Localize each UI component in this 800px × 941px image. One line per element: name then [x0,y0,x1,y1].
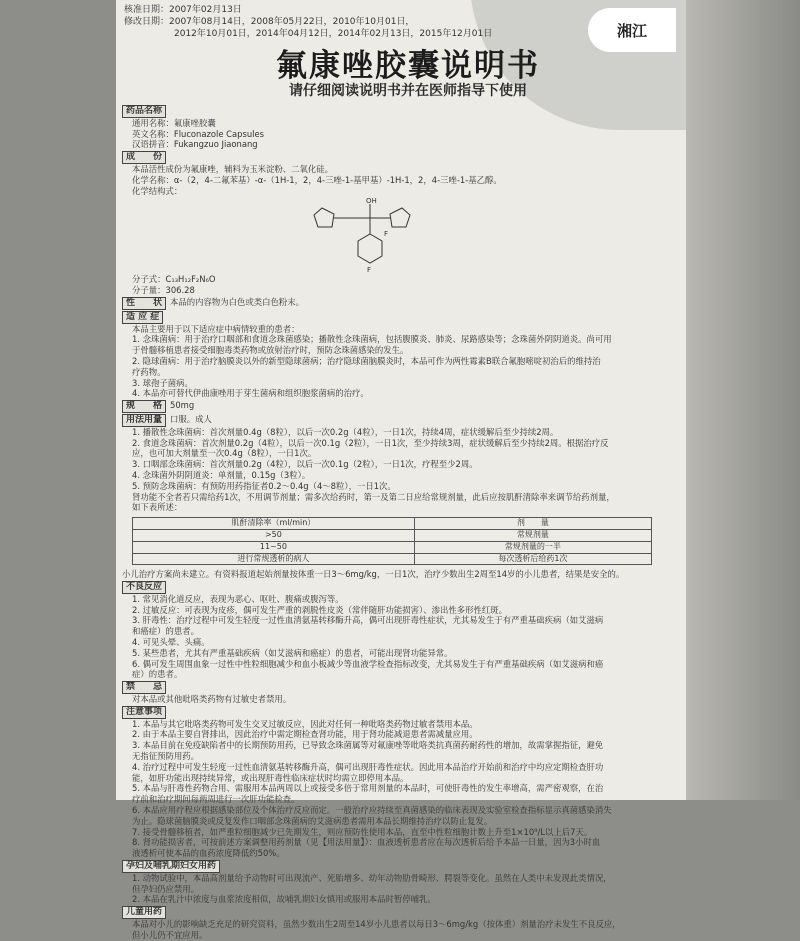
section-heading: 儿童用药 [122,906,166,919]
text-line: 对本品或其他吡咯类药物有过敏史者禁用。 [132,694,292,705]
section-adverse-reactions [122,581,690,680]
section-heading: 不良反应 [122,581,166,594]
text-line: 5. 本品与肝毒性药物合用、需服用本品两周以上或接受多倍于常用剂量的本品时，可使肝毒性的发生率增高，需严密观察，在治 [132,783,604,794]
section-heading: 禁 忌 [122,681,166,694]
section-drug-name [122,105,690,150]
text-line: 3. 本品目前在免疫缺陷者中的长期预防用药，已导致念珠菌属等对氟康唑等吡咯类抗真菌药耐药性的增加，故需掌握指征，避免 [132,740,604,751]
text-line: 2. 隐球菌病：用于治疗脑膜炎以外的新型隐球菌病；治疗隐球菌脑膜炎时，本品可作为两性霉素B联合氟胞嘧啶初治后的维持治 [132,355,601,366]
table-header-row [133,518,652,530]
svg-text:OH: OH [366,197,377,206]
text-line: 本品活性成份为氟康唑，辅料为玉米淀粉、二氧化硅。 [132,163,333,174]
text-line: 2. 由于本品主要自肾排出，因此治疗中需定期检查肾功能，用于肾功能减退患者需减量应用。 [132,729,478,740]
text-line: 疗前和治疗期间每两周进行一次肝功能检查。 [132,794,300,805]
text-line: 肾功能不全者若只需给药1次，不用调节剂量；需多次给药时，第一及第二日应给常规剂量，此后应按肌酐清除率来调节给药剂量， [132,491,615,502]
text-line: 液透析可使本品的血药浓度降低约50%。 [132,848,285,859]
text-line: 5. 预防念珠菌病：有预防用药指征者0.2～0.4g（4～8粒），一日1次。 [132,480,396,491]
text-line: 1. 本品与其它吡咯类药物可发生交叉过敏反应，因此对任何一种吡咯类药物过敏者禁用本品。 [132,718,478,729]
text-line: 小儿治疗方案尚未建立。有资料报道起始剂量按体重一日3～6mg/kg，一日1次，治疗少数出生2周至14岁的小儿患者，结果是安全的。 [122,569,625,580]
table-row [133,553,652,565]
table-header: 剂 量 [414,518,651,530]
text-line: 为止。隐球菌脑膜炎或反复发作口咽部念珠菌病的艾滋病患者需用本品长期维持治疗以防止复发。 [132,815,493,826]
table-cell: >50 [133,529,415,541]
text-line: 和癌症）的患者。 [132,626,199,637]
section-specification [122,400,690,413]
revision-dates-cont: 2012年10月01日，2014年04月12日，2014年02月13日，2015年12月01日 [174,29,493,39]
table-row [133,529,652,541]
text-line: 能，如肝功能出现持续异常，或出现肝毒性临床症状时均需立即停用本品。 [132,772,409,783]
text-line: 4. 本品亦可替代伊曲康唑用于芽生菌病和组织胞浆菌病的治疗。 [132,388,369,399]
section-composition [122,151,690,296]
table-cell: 进行常规透析的病人 [133,553,415,565]
leaflet-page [116,0,700,940]
section-contraindications [122,681,690,705]
text-line: 4. 念珠菌外阴阴道炎：单剂量，0.15g（3粒）。 [132,469,311,480]
approval-date: 核准日期：2007年02月13日 [124,5,242,15]
table-row [133,541,652,553]
chemical-structure-icon [122,196,442,274]
text-line: 3. 肝毒性：治疗过程中可发生轻度一过性血清氨基转移酶升高，偶可出现肝毒性症状，尤其易发生于有严重基础疾病（如艾滋病 [132,615,604,626]
text-line: 疗药物。 [132,366,166,377]
text-line: 无指征预防用药。 [132,751,199,762]
text-line: 口服。成人 [170,413,212,424]
text-line: 本品主要用于以下适应症中病情较重的患者： [132,323,300,334]
table-cell: 常规剂量 [414,529,651,541]
section-heading: 药品名称 [122,105,166,118]
text-line: 汉语拼音：Fukangzuo Jiaonang [132,139,258,150]
brand-logo-text: 湘江 [616,21,647,40]
text-line: 应，也可加大剂量至一次0.4g（8粒），一日1次。 [132,448,317,459]
section-heading: 注意事项 [122,706,166,719]
section-heading: 规 格 [122,400,166,413]
section-heading: 适 应 症 [122,311,163,324]
document-subtitle: 请仔细阅读说明书并在医师指导下使用 [289,83,527,99]
section-appearance [122,297,690,310]
text-line: 本品对小儿的影响缺乏充足的研究资料，虽然少数出生2周至14岁小儿患者以每日3～6mg/kg（按体重）剂量治疗未发生不良反应， [132,919,621,929]
text-line: 6. 本品应用疗程应根据感染部位及个体治疗反应而定。一般治疗应持续至真菌感染的临床表现及实验室检查指标显示真菌感染消失 [132,805,612,816]
text-line: 5. 某些患者，尤其有严重基础疾病（如艾滋病和癌症）的患者，可能出现肾功能异常。 [132,647,453,658]
text-line: 3. 口咽部念珠菌病：首次剂量0.2g（4粒），以后一次0.1g（2粒），一日1次，疗程至少2周。 [132,459,478,470]
section-dosage [122,414,690,580]
text-line: 1. 播散性念珠菌病：首次剂量0.4g（8粒），以后一次0.2g（4粒），一日1次，持续4周，症状缓解后至少持续2周。 [132,426,559,437]
text-line: 4. 可见头晕、头痛。 [132,637,210,648]
text-line: 2. 过敏反应：可表现为皮疹，偶可发生严重的剥脱性皮炎（常伴随肝功能损害）、渗出性多形性红斑。 [132,604,507,615]
table-cell: 每次透析后给药1次 [414,553,651,565]
text-line: 6. 偶可发生周围血象一过性中性粒细胞减少和血小板减少等血液学检查指标改变，尤其易发生于有严重基础疾病（如艾滋病和癌 [132,658,604,669]
section-precautions [122,706,690,859]
text-line: 通用名称：氟康唑胶囊 [132,117,216,128]
table-cell: 常规剂量的一半 [414,541,651,553]
text-line: 症）的患者。 [132,669,183,680]
text-line: 1. 念珠菌病：用于治疗口咽部和食道念珠菌感染；播散性念珠菌病，包括腹膜炎、肺炎、尿路感染等；念珠菌外阴阴道炎。尚可用 [132,334,612,345]
section-heading: 孕妇及哺乳期妇女用药 [122,860,220,873]
molecular-formula: 分子式：C₁₃H₁₂F₂N₆O [132,274,216,285]
renal-dose-table [132,517,652,565]
leaflet-content [122,104,690,941]
text-line: 化学名称：α-（2，4-二氟苯基）-α-（1H-1，2，4-三唑-1-基甲基）-1H-1，2，4-三唑-1-基乙醇。 [132,174,502,185]
background-shadow [686,0,800,800]
text-line: 化学结构式： [132,185,183,196]
text-line: 但孕妇仍应禁用。 [132,883,199,894]
text-line: 50mg [170,400,195,411]
svg-text:F: F [367,266,372,275]
text-line: 7. 接受骨髓移植者，如严重粒细胞减少已先期发生，则应预防性使用本品，直至中性粒细胞计数上升至1×10⁹/L以上后7天。 [132,826,593,837]
section-heading: 性 状 [122,297,166,310]
text-line: 3. 球孢子菌病。 [132,377,193,388]
section-heading: 用法用量 [122,414,166,427]
text-line: 1. 动物试验中，本品高剂量给予动物时可出现流产、死胎增多、幼年动物肋骨畸形、腭裂等变化。虽然在人类中未发现此类情况， [132,872,612,883]
revision-dates: 修改日期：2007年08月14日，2008年05月22日，2010年10月01日， [124,17,415,27]
table-header: 肌酐清除率（ml/min） [133,518,415,530]
molecular-weight: 分子量：306.28 [132,285,195,296]
section-heading: 成 份 [122,151,166,164]
document-title: 氟康唑胶囊说明书 [276,48,540,84]
text-line: 于骨髓移植患者接受细胞毒类药物或放射治疗时，预防念珠菌感染的发生。 [132,345,409,356]
text-line: 1. 常见消化道反应，表现为恶心、呕吐、腹痛或腹泻等。 [132,593,344,604]
section-children [122,906,690,940]
text-line: 2. 本品在乳汁中浓度与血浆浓度相似，故哺乳期妇女慎用或服用本品时暂停哺乳。 [132,894,436,905]
text-line: 8. 肾功能损害者，可按前述方案调整用药剂量（见【用法用量】）：血液透析患者应在每次透析后给予本品一日量，因为3小时血 [132,837,601,848]
text-line: 2. 食道念珠菌病：首次剂量0.2g（4粒），以后一次0.1g（2粒），一日1次，至少持续3周，症状缓解后至少持续2周。根据治疗反 [132,437,609,448]
text-line: 如下表所述： [132,502,183,513]
section-pregnancy [122,860,690,905]
text-line: 英文名称：Fluconazole Capsules [132,128,264,139]
text-line: 但小儿仍不宜应用。 [132,929,208,940]
date-header [124,4,492,40]
structure-diagram [122,196,690,274]
svg-text:F: F [384,230,389,239]
table-cell: 11~50 [133,541,415,553]
text-line: 本品的内容物为白色或类白色粉末。 [170,296,305,307]
text-line: 4. 治疗过程中可发生轻度一过性血清氨基转移酶升高，偶可出现肝毒性症状。因此用本品治疗开始前和治疗中均应定期检查肝功 [132,761,604,772]
section-indications [122,311,690,399]
